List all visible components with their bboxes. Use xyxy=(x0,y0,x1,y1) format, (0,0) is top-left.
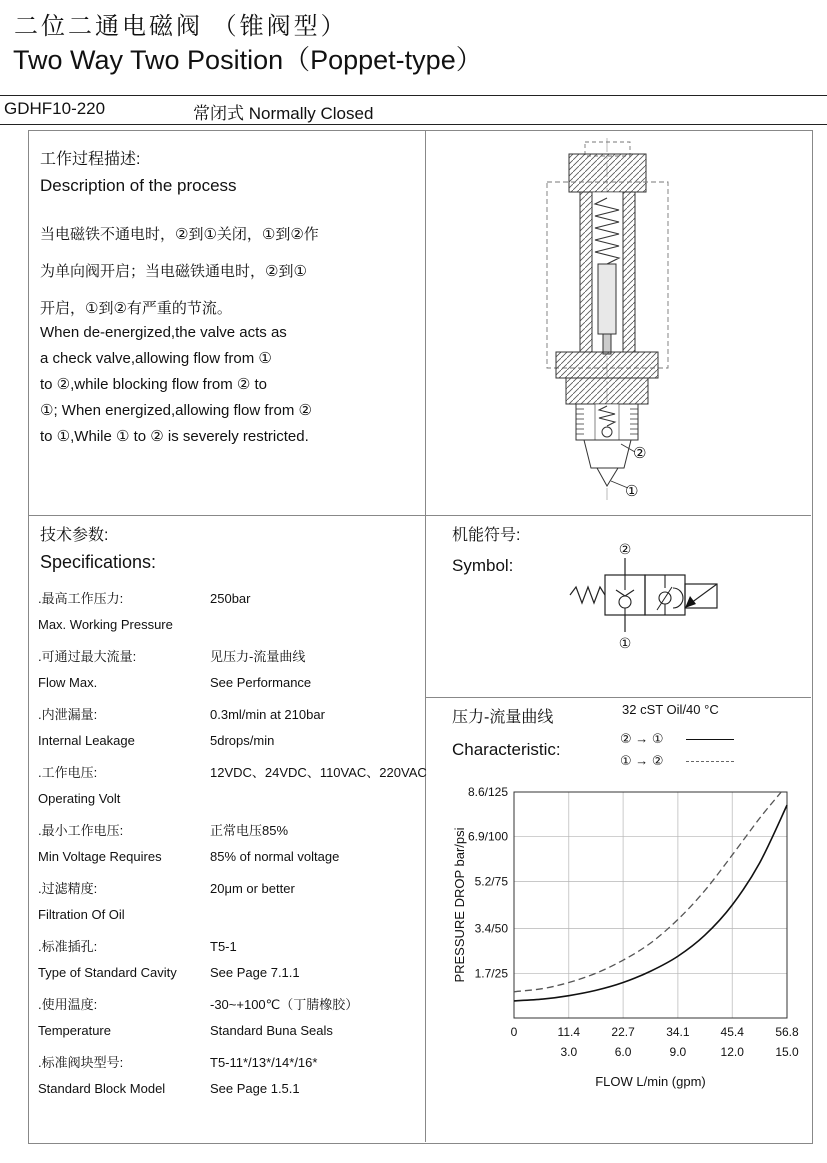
spec-label-en: Temperature xyxy=(38,1023,111,1038)
svg-text:15.0: 15.0 xyxy=(775,1045,799,1059)
symbol-heading-zh: 机能符号: xyxy=(452,527,521,544)
spec-value: 正常电压85% xyxy=(210,823,289,838)
text-line: a check valve,allowing flow from ① xyxy=(40,350,272,367)
spec-row xyxy=(38,1050,424,1102)
spec-label-en: Max. Working Pressure xyxy=(38,617,173,632)
page-title-zh: 二位二通电磁阀 （锥阀型） xyxy=(14,13,348,40)
svg-text:PRESSURE DROP bar/psi: PRESSURE DROP bar/psi xyxy=(452,827,467,983)
spec-label-en: Operating Volt xyxy=(38,791,121,806)
spec-value: T5-1 xyxy=(210,939,237,954)
valve-cross-section-drawing xyxy=(435,136,805,508)
spec-row xyxy=(38,992,424,1044)
spec-value: 85% of normal voltage xyxy=(210,849,340,864)
spec-value: 20μm or better xyxy=(210,881,295,896)
legend-item-label: ① → ② xyxy=(620,753,664,768)
header-rule-bottom xyxy=(0,124,827,125)
spec-label-en: Flow Max. xyxy=(38,675,98,690)
legend-item xyxy=(620,750,734,772)
spec-label-en: Filtration Of Oil xyxy=(38,907,125,922)
header-rule-top xyxy=(0,95,827,96)
spec-value: 12VDC、24VDC、110VAC、220VAC xyxy=(210,765,427,780)
text-line: 开启，①到②有严重的节流。 xyxy=(40,300,232,317)
svg-text:6.0: 6.0 xyxy=(614,1045,632,1059)
symbol-port-top-label: ② xyxy=(618,541,632,557)
drawing-port1-label: ① xyxy=(625,483,639,500)
spec-value: See Page 1.5.1 xyxy=(210,1081,300,1096)
spec-row xyxy=(38,644,424,696)
spec-label-en: Type of Standard Cavity xyxy=(38,965,177,980)
spec-value: 见压力-流量曲线 xyxy=(210,649,306,664)
svg-text:8.6/125: 8.6/125 xyxy=(467,785,508,799)
legend-item xyxy=(620,728,734,750)
svg-text:5.2/75: 5.2/75 xyxy=(474,874,508,889)
text-line: ①; When energized,allowing flow from ② xyxy=(40,402,313,419)
legend-item-label: ② → ① xyxy=(620,731,664,746)
desc-paragraph-en xyxy=(40,320,415,450)
desc-paragraph-zh xyxy=(40,216,415,327)
text-line: 为单向阀开启；当电磁铁通电时，②到① xyxy=(40,263,307,280)
divider-horizontal-right xyxy=(425,697,811,698)
spec-label-zh: .过滤精度: xyxy=(38,881,98,896)
spec-value: 250bar xyxy=(210,591,251,606)
svg-text:34.1: 34.1 xyxy=(666,1025,690,1039)
page-title-en: Two Way Two Position（Poppet-type） xyxy=(13,45,483,75)
spec-label-zh: .工作电压: xyxy=(38,765,98,780)
spec-value: 0.3ml/min at 210bar xyxy=(210,707,325,722)
specs-heading-en: Specifications: xyxy=(40,552,157,572)
spec-value: -30~+100℃（丁腈橡胶） xyxy=(210,997,359,1012)
svg-text:22.7: 22.7 xyxy=(611,1025,635,1039)
spec-label-zh: .最高工作压力: xyxy=(38,591,124,606)
description-heading-en: Description of the process xyxy=(40,176,237,195)
spec-label-zh: .可通过最大流量: xyxy=(38,649,137,664)
text-line: to ①,While ① to ② is severely restricted. xyxy=(40,428,309,445)
spec-row xyxy=(38,818,424,870)
flow-pressure-chart xyxy=(450,780,800,1110)
spec-value: T5-11*/13*/14*/16* xyxy=(210,1055,318,1070)
spec-value: See Performance xyxy=(210,675,312,690)
svg-text:45.4: 45.4 xyxy=(720,1025,744,1039)
spec-label-zh: .标准阀块型号: xyxy=(38,1055,124,1070)
spec-row xyxy=(38,876,424,928)
svg-text:3.4/50: 3.4/50 xyxy=(474,921,508,936)
svg-text:3.0: 3.0 xyxy=(560,1045,578,1059)
spec-value xyxy=(210,786,427,812)
svg-text:6.9/100: 6.9/100 xyxy=(467,829,508,844)
spec-label-en: Internal Leakage xyxy=(38,733,135,748)
divider-vertical xyxy=(425,130,426,1142)
legend-line-sample xyxy=(686,761,734,762)
divider-horizontal-mid xyxy=(28,515,811,516)
symbol-heading-en: Symbol: xyxy=(452,556,514,575)
model-number: GDHF10-220 xyxy=(4,99,106,118)
hydraulic-symbol xyxy=(545,540,795,690)
svg-text:0: 0 xyxy=(510,1025,518,1039)
spec-row xyxy=(38,934,424,986)
svg-text:1.7/25: 1.7/25 xyxy=(474,966,508,981)
svg-text:FLOW L/min (gpm): FLOW L/min (gpm) xyxy=(595,1074,706,1089)
symbol-port-bottom-label: ① xyxy=(618,635,632,651)
svg-text:12.0: 12.0 xyxy=(720,1045,744,1059)
legend-line-sample xyxy=(686,739,734,740)
description-heading-zh: 工作过程描述: xyxy=(40,151,141,168)
spec-label-en: Min Voltage Requires xyxy=(38,849,162,864)
characteristic-heading-en: Characteristic: xyxy=(452,740,561,759)
svg-text:56.8: 56.8 xyxy=(775,1025,799,1039)
spec-row xyxy=(38,586,424,638)
spec-label-zh: .内泄漏量: xyxy=(38,707,98,722)
spec-rows xyxy=(38,586,427,1108)
spec-label-zh: .最小工作电压: xyxy=(38,823,124,838)
text-line: to ②,while blocking flow from ② to xyxy=(40,376,267,393)
specs-heading-zh: 技术参数: xyxy=(40,527,109,544)
spec-label-zh: .使用温度: xyxy=(38,997,98,1012)
chart-legend xyxy=(620,728,734,772)
spec-value: 5drops/min xyxy=(210,733,275,748)
drawing-port2-label: ② xyxy=(633,445,647,462)
spec-label-en: Standard Block Model xyxy=(38,1081,166,1096)
text-line: 当电磁铁不通电时，②到①关闭，①到②作 xyxy=(40,226,319,243)
text-line: When de-energized,the valve acts as xyxy=(40,324,287,341)
svg-text:11.4: 11.4 xyxy=(557,1025,581,1039)
characteristic-heading-zh: 压力-流量曲线 xyxy=(452,709,554,726)
spec-label-zh: .标准插孔: xyxy=(38,939,98,954)
svg-text:9.0: 9.0 xyxy=(669,1045,687,1059)
spec-row xyxy=(38,702,424,754)
chart-legend-title: 32 cST Oil/40 °C xyxy=(622,702,719,717)
spec-row xyxy=(38,760,427,812)
valve-type-label: 常闭式 Normally Closed xyxy=(193,104,374,123)
spec-value: See Page 7.1.1 xyxy=(210,965,300,980)
spec-value xyxy=(210,902,424,928)
spec-value: Standard Buna Seals xyxy=(210,1023,333,1038)
spec-value xyxy=(210,612,424,638)
